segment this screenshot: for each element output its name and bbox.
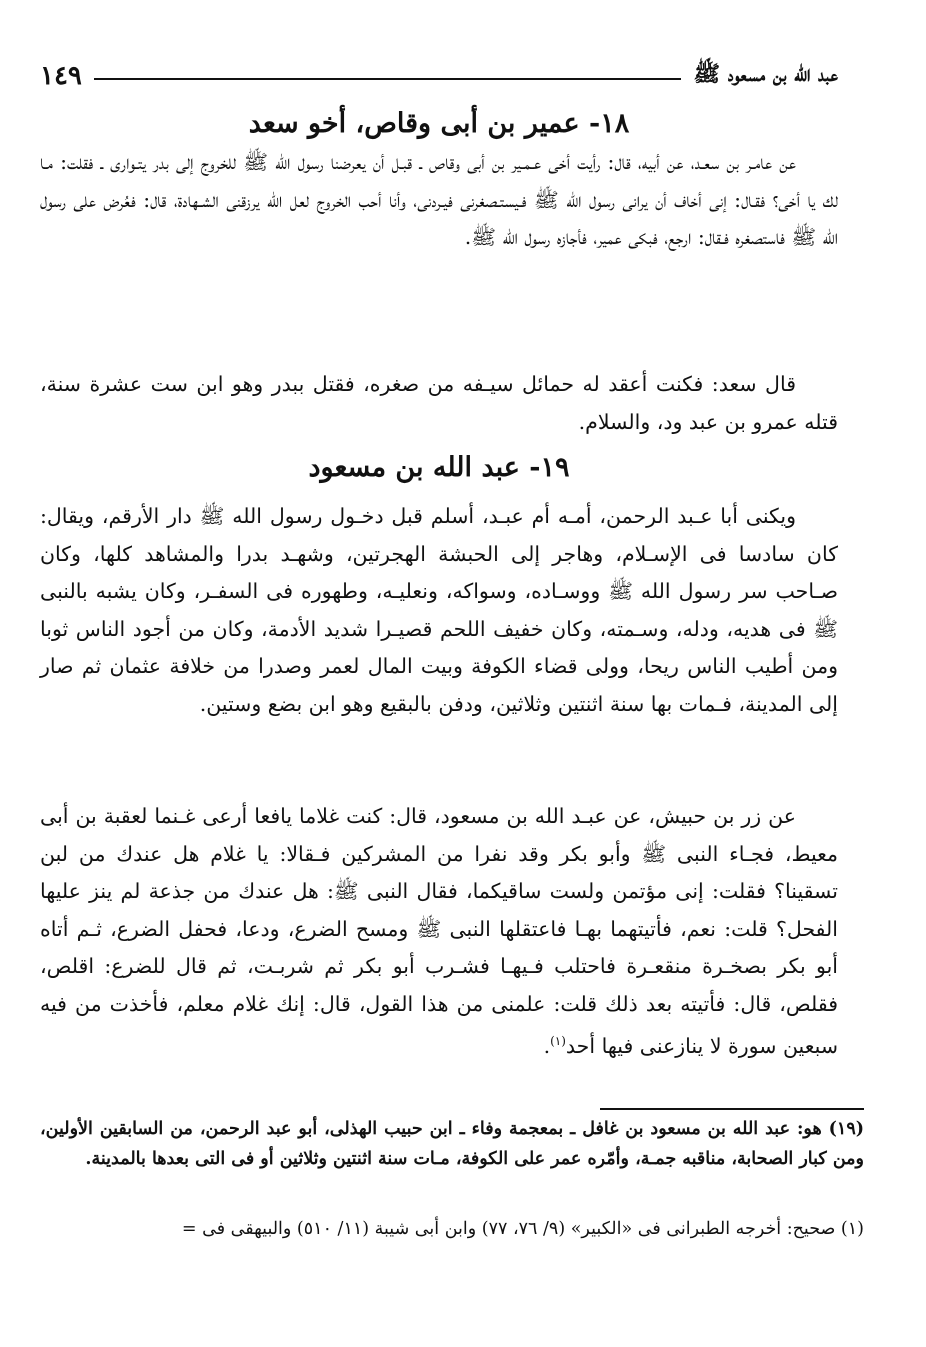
section-19-paragraph-2 bbox=[40, 798, 838, 1065]
running-header bbox=[40, 58, 838, 94]
section-19-heading: ١٩- عبد الله بن مسعود bbox=[308, 452, 570, 483]
paragraph-end: . bbox=[543, 1033, 551, 1058]
running-title: عبد الله بن مسعود ﷺ bbox=[693, 61, 838, 87]
header-rule bbox=[94, 78, 682, 80]
section-18-paragraph-2: قال سعد: فكنت أعقد له حمائل سيـفه من صغره، فقتل ببدر وهو ابن ست عشرة سنة، قتله عمرو بن عبد ود، والسلام. bbox=[40, 372, 838, 434]
footnote-rule bbox=[600, 1108, 864, 1110]
footnote-marker: (١) bbox=[550, 1034, 566, 1048]
section-19-paragraph-1: ويكنى أبا عـبد الرحمن، أمـه أم عبـد، أسلم قبل دخـول رسول الله ﷺ دار الأرقم، ويقال: كان سادسا فى الإسـلام، وهاجر إلى الحبشة الهجرتين، وشهـد بدرا والمشاهد كلها، وكان صـاحب سر رسول الله ﷺ ووسـاده، وسواكه، ونعليـه، وطهوره فى السفـر، وكان يشبه بالنبى ﷺ فى هديه، ودله، وسـمته، وكان خفيف اللحم قصيـرا شديد الأدمة، وكان من أجود الناس ثوبا ومن أطيب الناس ريحا، وولى قضاء الكوفة وبيت المال لعمر وصدرا من خلافة عثمان ثم صار إلى المدينة، فـمات بها سنة اثنتين وثلاثين، ودفن بالبقيع وهو ابن بضع وستين. bbox=[40, 504, 838, 716]
footnote-19: (١٩) هو: عبد الله بن مسعود بن غافل ـ بمعجمة وفاء ـ ابن حبيب الهذلى، أبو عبد الرحمن، من السابقين الأولين، ومن كبار الصحابة، مناقبه جمـة، وأمّره عمر على الكوفة، مـات سنة اثنتين وثلاثين أو فى التى بعدها بالمدينة. bbox=[40, 1119, 865, 1169]
paragraph-text: عن زر بن حبيش، عن عبـد الله بن مسعود، قال: كنت غلاما يافعا أرعى غـنما لعقبة بن أبى معيط، فجـاء النبى ﷺ وأبو بكر وقد نفرا من المشركين فـقالا: يا غلام هل عندك من لبن تسقينا؟ فقلت: إنى مؤتمن ولست ساقيكما، فقال النبى ﷺ: هل عندك من جذعة لم ينز عليها الفحل؟ قلت: نعم، فأتيتهما بهـا فاعتقلها النبى ﷺ ومسح الضرع، ودعا، فحفل الضرع، ثـم أتاه أبو بكر بصخـرة منقعـرة فاحتلب فـيهـا فشـرب أبو بكر ثم شربـت، ثم قال للضرع: اقلص، فقلص، قال: فأتيته بعد ذلك قلت: علمنى من هذا القول، قال: إنك غلام معلم، فأخذت من فيه سبعين سورة لا ينازعنى فيها أحد bbox=[40, 804, 838, 1058]
section-18-paragraph-1: عن عامـر بن سعـد، عن أبيه، قال: رأيت أخى عـمـير بن أبى وقاص ـ قبـل أن يعرضنا رسول الله ﷺ للخروج إلى بدر يتـوارى ـ فقلت: مـا لك يا أخى؟ فقـال: إنى أخاف أن يرانى رسول الله ﷺ فـيستـصغرنى فيـردنى، وأنا أحب الخروج لعل الله يرزقنى الشـهادة، قال: فعُرض على رسول الله ﷺ فاستصغره فـقال: ارجع، فبكى عمير، فأجازه رسول الله ﷺ. bbox=[40, 150, 838, 249]
section-18-heading: ١٨- عمير بن أبى وقاص، أخو سعد bbox=[248, 108, 630, 139]
page-number: ١٤٩ bbox=[40, 61, 82, 91]
footnote-1: (١) صحيح: أخرجه الطبرانى فى «الكبير» (٩/ ٧٦، ٧٧) وابن أبى شيبة (١١/ ٥١٠) والبيهقى فى = bbox=[181, 1219, 864, 1239]
